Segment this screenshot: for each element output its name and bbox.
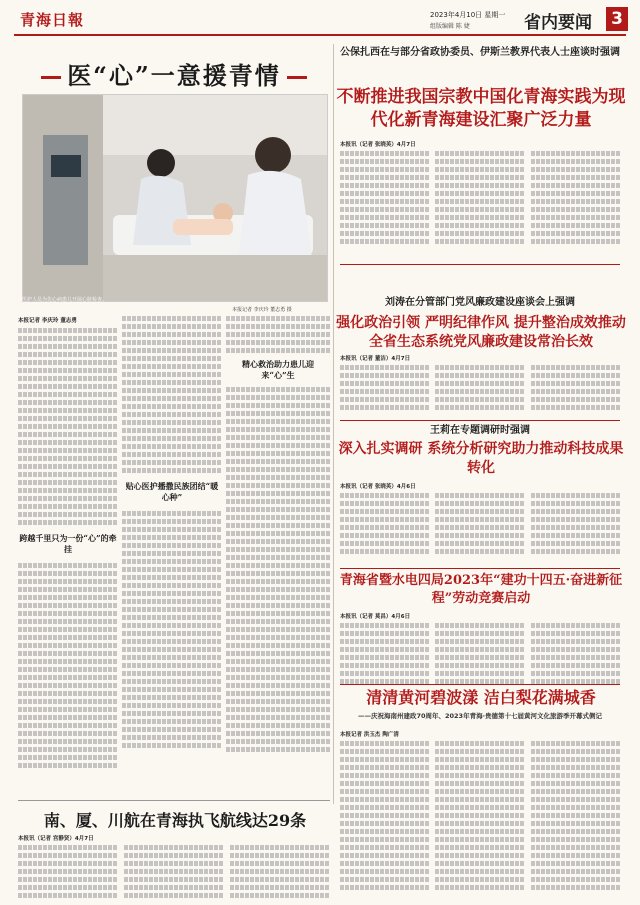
story4-headline: 青海省暨水电四局2023年“建功十四五·奋进新征程”劳动竞赛启动: [339, 573, 623, 606]
feature-headline: [14, 56, 334, 92]
story-divider-1: [340, 264, 620, 265]
feature-column-3-text-2: [226, 387, 330, 752]
feature-column-1: [18, 316, 118, 796]
bottom-story-byline: 本报讯（记者 宫静贤）4月7日: [18, 836, 94, 842]
feature-subhead-1: 跨越千里只为一份“心”的牵挂: [19, 533, 117, 554]
bottom-story-headline: 南、厦、川航在青海执飞航线达29条: [43, 811, 307, 830]
feature-column-1-text: [18, 328, 118, 525]
story5-byline: 本报记者 洪玉杰 陶广清: [340, 732, 399, 738]
feature-column-2-text-2: [122, 511, 222, 748]
story2-body: [340, 354, 620, 414]
top-story-headline: 不断推进我国宗教中国化青海实践为现代化新青海建设汇聚广泛力量: [336, 87, 626, 130]
story2-headline: 强化政治引领 严明纪律作风 提升整治成效推动全省生态系统党风廉政建设常治长效: [336, 315, 626, 350]
top-story-byline: 本报讯（记者 张晓英）4月7日: [340, 142, 416, 148]
feature-headline-text: 医“心”一意援青情: [67, 61, 281, 90]
editor-credit: 组版编辑 陈 婕: [430, 23, 470, 30]
issue-date: 2023年4月10日 星期一: [430, 11, 506, 19]
story5-subtitle: ——庆祝海南州建政70周年、2023年青海·贵德第十七届黄河文化旅游季开幕式侧记: [357, 712, 603, 720]
newspaper-logo: 青海日報: [20, 11, 85, 29]
feature-subhead-3: 贴心医护播撒民族团结“暖心种”: [125, 481, 219, 502]
feature-column-3-text: [226, 316, 330, 353]
feature-photo: [22, 94, 328, 302]
story4-byline: 本报讯（记者 莫昌）4月6日: [340, 614, 411, 620]
feature-column-3: [226, 316, 330, 796]
feature-column-2-text: [122, 316, 222, 473]
headline-bar-right: [287, 76, 307, 79]
feature-column-1-text-2: [18, 563, 118, 768]
page-number-badge: 3: [606, 7, 628, 31]
feature-subhead-2: 精心救治助力患儿迎来“心”生: [242, 359, 314, 380]
story3-headline: 深入扎实调研 系统分析研究助力推动科技成果转化: [338, 441, 624, 476]
story-divider-3: [340, 568, 620, 569]
headline-bar-left: [41, 76, 61, 79]
story3-kicker: 王莉在专题调研时强调: [430, 425, 530, 436]
story3-body: [340, 482, 620, 562]
section-title: 省内要闻: [524, 13, 592, 33]
story5-headline: 清清黄河碧波漾 洁白梨花满城香: [366, 688, 596, 707]
top-story-kicker: 公保扎西在与部分省政协委员、伊斯兰教界代表人士座谈时强调: [340, 47, 620, 58]
photo-caption: 医护人员为先心病患儿开展心脏检查。: [22, 297, 108, 303]
story2-byline: 本报讯（记者 董洁）4月7日: [340, 356, 411, 362]
story5-body: [340, 730, 620, 900]
bottom-divider: [18, 800, 330, 801]
masthead: [14, 6, 626, 36]
feature-photo-illustration: [23, 95, 328, 302]
feature-column-2: [122, 316, 222, 796]
column-separator: [333, 44, 334, 804]
story3-byline: 本报讯（记者 张晓英）4月6日: [340, 484, 416, 490]
photo-credit: 本报记者 李庆玲 董志勇 摄: [232, 307, 292, 313]
bottom-story-body: [18, 834, 330, 900]
story2-kicker: 刘涛在分管部门党风廉政建设座谈会上强调: [385, 297, 575, 308]
story4-body: [340, 612, 620, 692]
story-divider-4: [340, 684, 620, 685]
top-story-body: [340, 140, 620, 250]
feature-byline: 本报记者 李庆玲 董志勇: [18, 318, 77, 324]
story-divider-2: [340, 420, 620, 421]
